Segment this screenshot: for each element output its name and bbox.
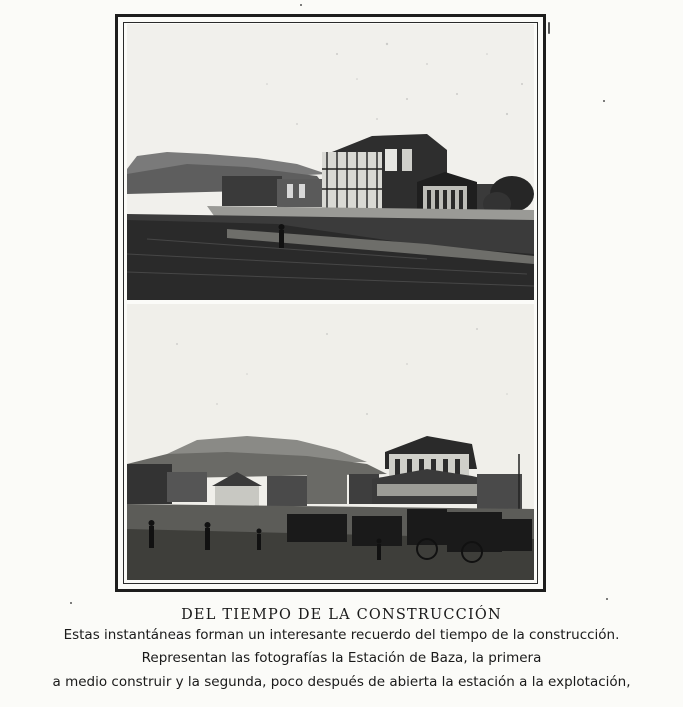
print-speck xyxy=(300,4,302,6)
print-speck xyxy=(606,598,608,600)
caption-line-1: Estas instantáneas forman un interesante recuerdo del tiempo de la construcción. xyxy=(63,627,620,643)
photo-station-after-opening xyxy=(127,304,534,580)
print-speck xyxy=(603,100,605,102)
caption-line-2: Representan las fotografías la Estación de Baza, la primera xyxy=(141,650,542,666)
caption-line-3: a medio construir y la segunda, poco después de abierta la estación a la explotación, xyxy=(52,674,631,690)
print-speck xyxy=(70,602,72,604)
print-mark xyxy=(548,22,550,34)
caption-title: DEL TIEMPO DE LA CONSTRUCCIÓN xyxy=(181,607,502,623)
photo-station-under-construction xyxy=(127,24,534,300)
